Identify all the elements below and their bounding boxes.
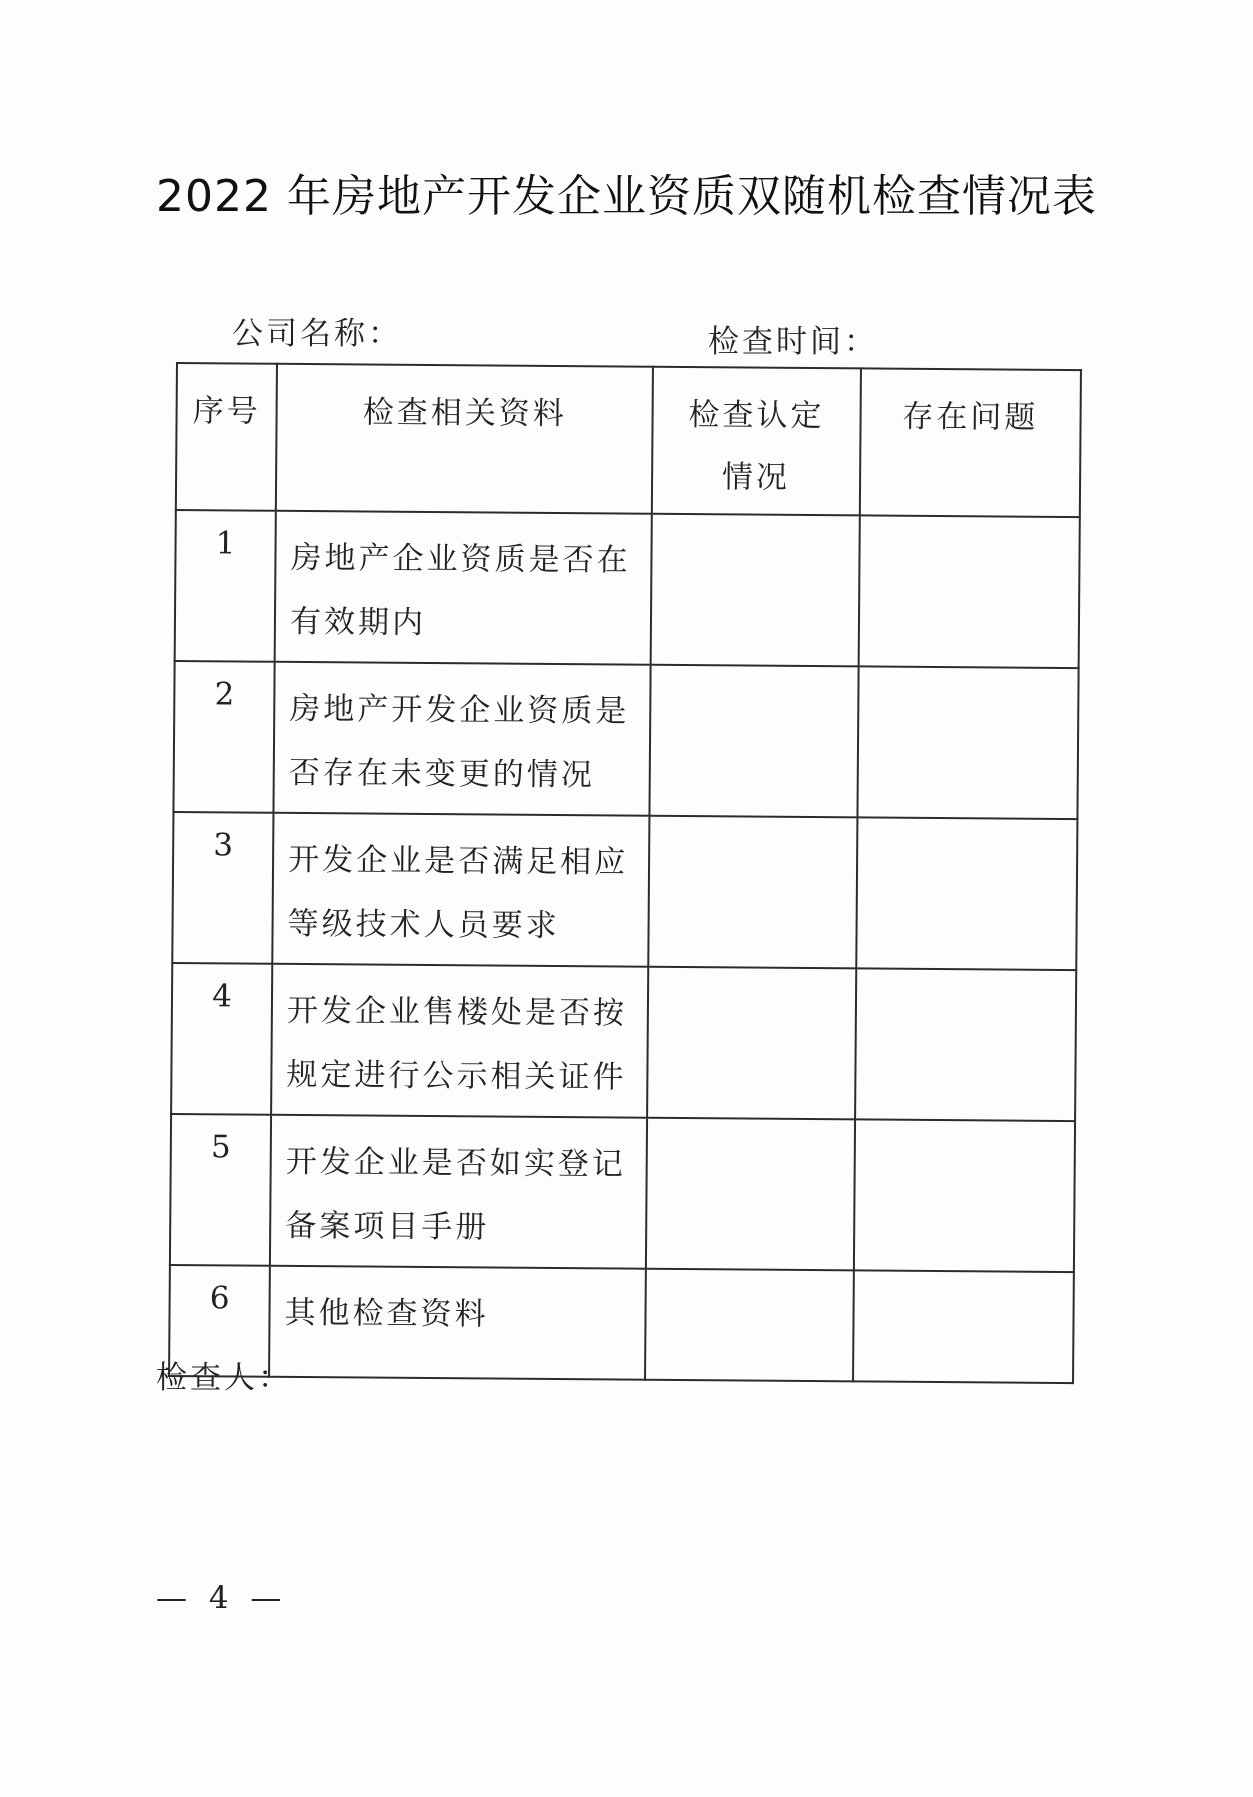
row-number: 6 (169, 1265, 270, 1377)
table-row (169, 1265, 1074, 1383)
row-issue-cell (855, 968, 1077, 1121)
row-issue-cell (856, 817, 1078, 970)
inspection-table (168, 362, 1082, 1384)
document-title: 2022 年房地产开发企业资质双随机检查情况表 (156, 171, 1097, 222)
row-number: 5 (170, 1114, 271, 1266)
table-row (173, 661, 1078, 819)
row-result-cell (650, 665, 858, 818)
row-result-cell (646, 1118, 854, 1271)
table-row (172, 812, 1077, 970)
row-item: 开发企业售楼处是否按规定进行公示相关证件 (271, 964, 648, 1118)
row-number: 1 (175, 510, 276, 662)
row-item: 开发企业是否如实登记备案项目手册 (270, 1115, 647, 1269)
table-row (175, 510, 1080, 668)
row-item: 开发企业是否满足相应等级技术人员要求 (272, 813, 649, 967)
row-issue-cell (857, 666, 1079, 819)
row-result-cell (647, 967, 855, 1120)
page-number: — 4 — (156, 1580, 288, 1616)
row-issue-cell (853, 1119, 1075, 1272)
row-result-cell (651, 514, 859, 667)
company-name-label: 公司名称： (232, 316, 402, 352)
table-row (170, 1114, 1075, 1272)
row-item: 房地产开发企业资质是否存在未变更的情况 (274, 662, 651, 816)
header-serial-number: 序号 (176, 363, 277, 511)
row-result-cell (649, 816, 857, 969)
row-result-cell (645, 1269, 853, 1382)
row-number: 2 (173, 661, 274, 813)
inspector-label: 检查人： (156, 1360, 292, 1396)
header-existing-issues: 存在问题 (859, 368, 1081, 517)
row-issue-cell (858, 515, 1080, 668)
row-item: 房地产企业资质是否在有效期内 (275, 511, 652, 665)
row-number: 4 (171, 963, 272, 1115)
row-item: 其他检查资料 (269, 1266, 646, 1380)
inspection-time-label: 检查时间： (708, 324, 878, 360)
table-header-row (176, 363, 1081, 517)
row-issue-cell (853, 1270, 1074, 1383)
table-row (171, 963, 1076, 1121)
header-inspection-materials: 检查相关资料 (276, 364, 653, 514)
row-number: 3 (172, 812, 273, 964)
header-inspection-result: 检查认定情况 (652, 367, 860, 516)
